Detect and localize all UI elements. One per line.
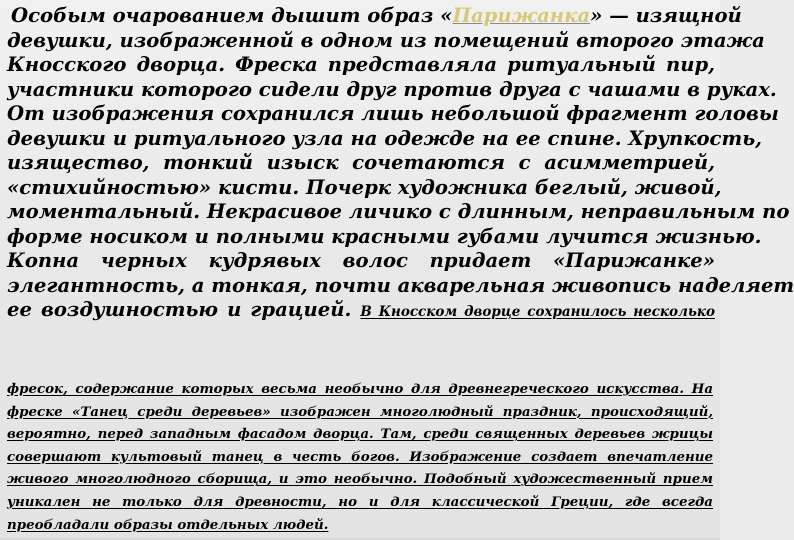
text-line: Кносского дворца. Фреска представляла ритуальный пир, (7, 53, 715, 76)
secondary-paragraph (7, 378, 713, 536)
text-line: совершают культовый танец в честь богов. Изображение создает впечатление (7, 448, 713, 465)
text-line: фресок, содержание которых весьма необычно для древнегреческого искусства. На (7, 381, 713, 397)
text-line (7, 298, 715, 325)
text-line: моментальный. Некрасивое личико с длинным, неправильным по (7, 200, 790, 223)
text-line: девушки, изображенной в одном из помещений второго этажа (7, 28, 765, 52)
text-line: уникален не только для древности, но и для классической Греции, где всегда (7, 493, 713, 510)
text-line: форме носиком и полными красными губами лучится жизнью. (7, 224, 762, 248)
text-line: «стихийностью» кисти. Почерк художника беглый, живой, (7, 175, 722, 199)
text-line: девушки и ритуального узла на одежде на ее спине. Хрупкость, (7, 126, 762, 150)
text-line: фреске «Танец среди деревьев» изображен многолюдный праздник, происходящий, (7, 403, 713, 420)
highlighted-title: Парижанка (452, 4, 591, 27)
text-line: От изображения сохранился лишь небольшой фрагмент головы (7, 102, 779, 125)
text-line: преобладали образы отдельных людей. (7, 516, 329, 533)
text-line: элегантность, а тонкая, почти акварельная живопись наделяет (7, 273, 794, 297)
text-line: изящество, тонкий изыск сочетаются с асимметрией, (7, 151, 715, 174)
main-paragraph (7, 4, 794, 325)
text-fragment: » — изящной (590, 4, 742, 27)
text-fragment: ее воздушностью и грацией. (7, 298, 352, 321)
text-line: Копна черных кудрявых волос придает «Парижанке» (7, 249, 715, 272)
small-text-fragment: В Кносском дворце сохранилось несколько (360, 304, 715, 320)
text-line: живого многолюдного сборища, и это необычно. Подобный художественный прием (7, 471, 713, 488)
text-fragment: Особым очарованием дышит образ « (11, 4, 453, 27)
text-line (7, 4, 742, 29)
text-line: участники которого сидели друг против друга с чашами в руках. (7, 77, 777, 101)
text-line: вероятно, перед западным фасадом дворца. Там, среди священных деревьев жрицы (7, 426, 713, 443)
